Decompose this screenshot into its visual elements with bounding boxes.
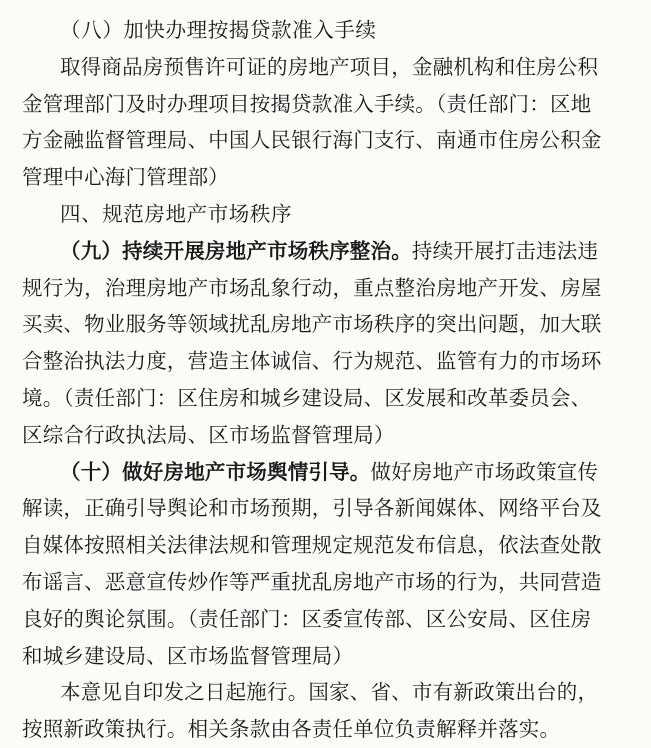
section-9-line-3: 买卖、物业服务等领域扰乱房地产市场秩序的突出问题，加大联 (22, 312, 602, 337)
section-10-line-5: 良好的舆论氛围。（责任部门：区委宣传部、区公安局、区住房 (22, 606, 592, 631)
section-9-line-5: 境。（责任部门：区住房和城乡建设局、区发展和改革委员会、 (22, 385, 592, 410)
section-9-line-2: 规行为，治理房地产市场乱象行动，重点整治房地产开发、房屋 (22, 275, 602, 300)
section-10-first-rest: 做好房地产市场政策宣传 (370, 459, 599, 484)
closing-line-1: 本意见自印发之日起施行。国家、省、市有新政策出台的， (60, 680, 599, 705)
section-10-line-3: 自媒体按照相关法律法规和管理规定规范发布信息，依法查处散 (22, 533, 602, 558)
section-9-lead: （九）持续开展房地产市场秩序整治。 (60, 238, 412, 263)
section-10-line-4: 布谣言、恶意宣传炒作等严重扰乱房地产市场的行为，共同营造 (22, 569, 602, 594)
closing-line-2: 按照新政策执行。相关条款由各责任单位负责解释并落实。 (22, 717, 561, 742)
section-9-first-line (22, 233, 633, 270)
section-9-line-6: 区综合行政执法局、区市场监督管理局） (22, 422, 395, 447)
section-8-line-2: 金管理部门及时办理项目按揭贷款准入手续。（责任部门：区地 (22, 91, 592, 116)
section-8-line-1: 取得商品房预售许可证的房地产项目，金融机构和住房公积 (60, 54, 599, 79)
section-9-line-4: 合整治执法力度，营造主体诚信、行为规范、监管有力的市场环 (22, 349, 602, 374)
section-8-heading: （八）加快办理按揭贷款准入手续 (60, 18, 377, 42)
section-8-line-3: 方金融监督管理局、中国人民银行海门支行、南通市住房公积金 (22, 128, 602, 153)
section-4-heading: 四、规范房地产市场秩序 (60, 201, 293, 226)
section-10-line-6: 和城乡建设局、区市场监督管理局） (22, 643, 354, 668)
section-10-first-line (22, 454, 633, 491)
section-8-line-4: 管理中心海门管理部） (22, 165, 229, 190)
section-9-first-rest: 持续开展打击违法违 (411, 238, 599, 263)
section-10-line-2: 解读，正确引导舆论和市场预期，引导各新闻媒体、网络平台及 (22, 496, 602, 521)
section-10-lead: （十）做好房地产市场舆情引导。 (60, 459, 371, 484)
